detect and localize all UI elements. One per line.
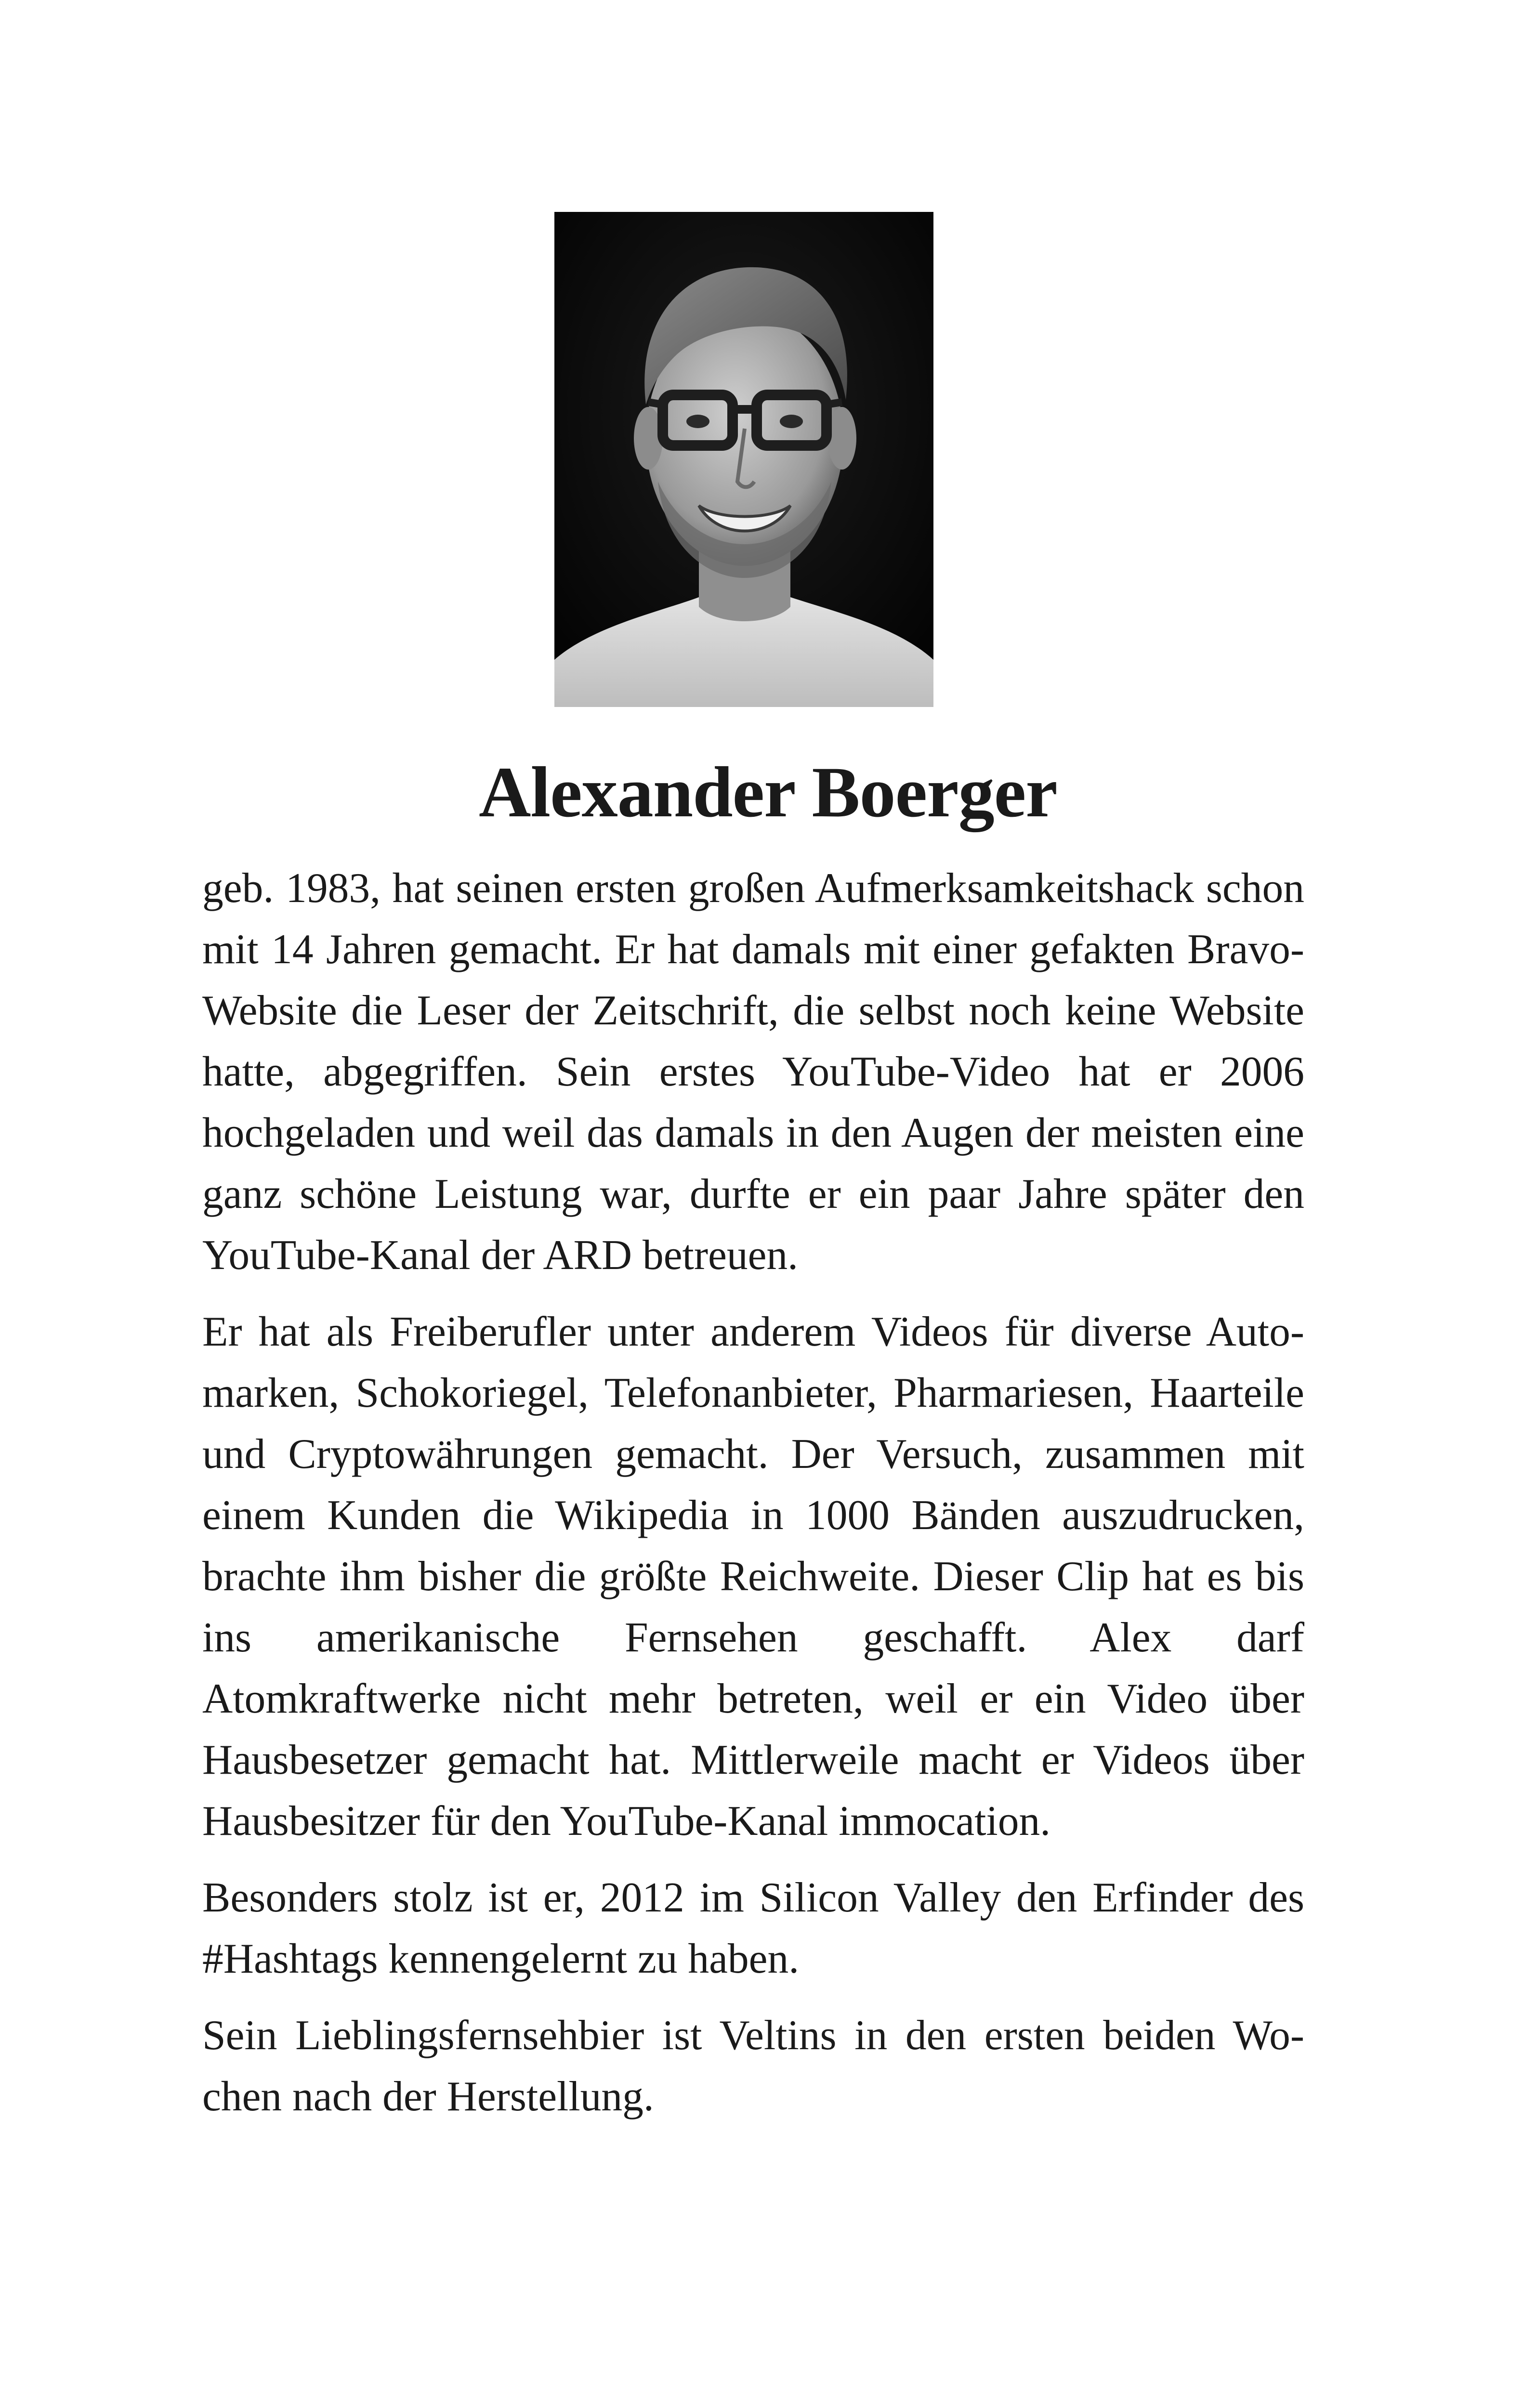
bio-paragraph: Sein Lieblingsfernsehbier ist Veltins in den ersten beiden Wochen nach der Herstellung. bbox=[202, 2012, 1304, 2120]
author-biography bbox=[202, 857, 1304, 2127]
bio-paragraph: geb. 1983, hat seinen ersten großen Aufmerksamkeitshack schon mit 14 Jahren gemacht. Er hat damals mit einer gefakten Bravo-Website die Leser der Zeitschrift, die selbst noch keine Website hatte, abgegriffen. Sein erstes YouTube-Video hat er 2006 hochgeladen und weil das damals in den Augen der meisten eine ganz schöne Leistung war, durfte er ein paar Jahre später den YouTube-Kanal der ARD betreuen. bbox=[202, 864, 1304, 1278]
author-photo-icon bbox=[554, 212, 933, 707]
author-name: Alexander Boerger bbox=[479, 752, 1057, 832]
bio-paragraph: Er hat als Freiberufler unter anderem Videos für diverse Automarken, Schokoriegel, Telefonanbieter, Pharmariesen, Haarteile und Cryptowährungen gemacht. Der Versuch, zusammen mit einem Kunden die Wikipedia in 1000 Bänden auszudrucken, brachte ihm bisher die größte Reichweite. Dieser Clip hat es bis ins amerikanische Fernsehen geschafft. Alex darf Atomkraftwerke nicht mehr betreten, weil er ein Video über Hausbesetzer gemacht hat. Mittlerweile macht er Videos über Hausbesitzer für den YouTube-Kanal immocation. bbox=[202, 1308, 1304, 1844]
bio-paragraph: Besonders stolz ist er, 2012 im Silicon Valley den Erfinder des #Hashtags kennengelernt zu haben. bbox=[202, 1874, 1304, 1982]
author-portrait bbox=[554, 212, 933, 707]
